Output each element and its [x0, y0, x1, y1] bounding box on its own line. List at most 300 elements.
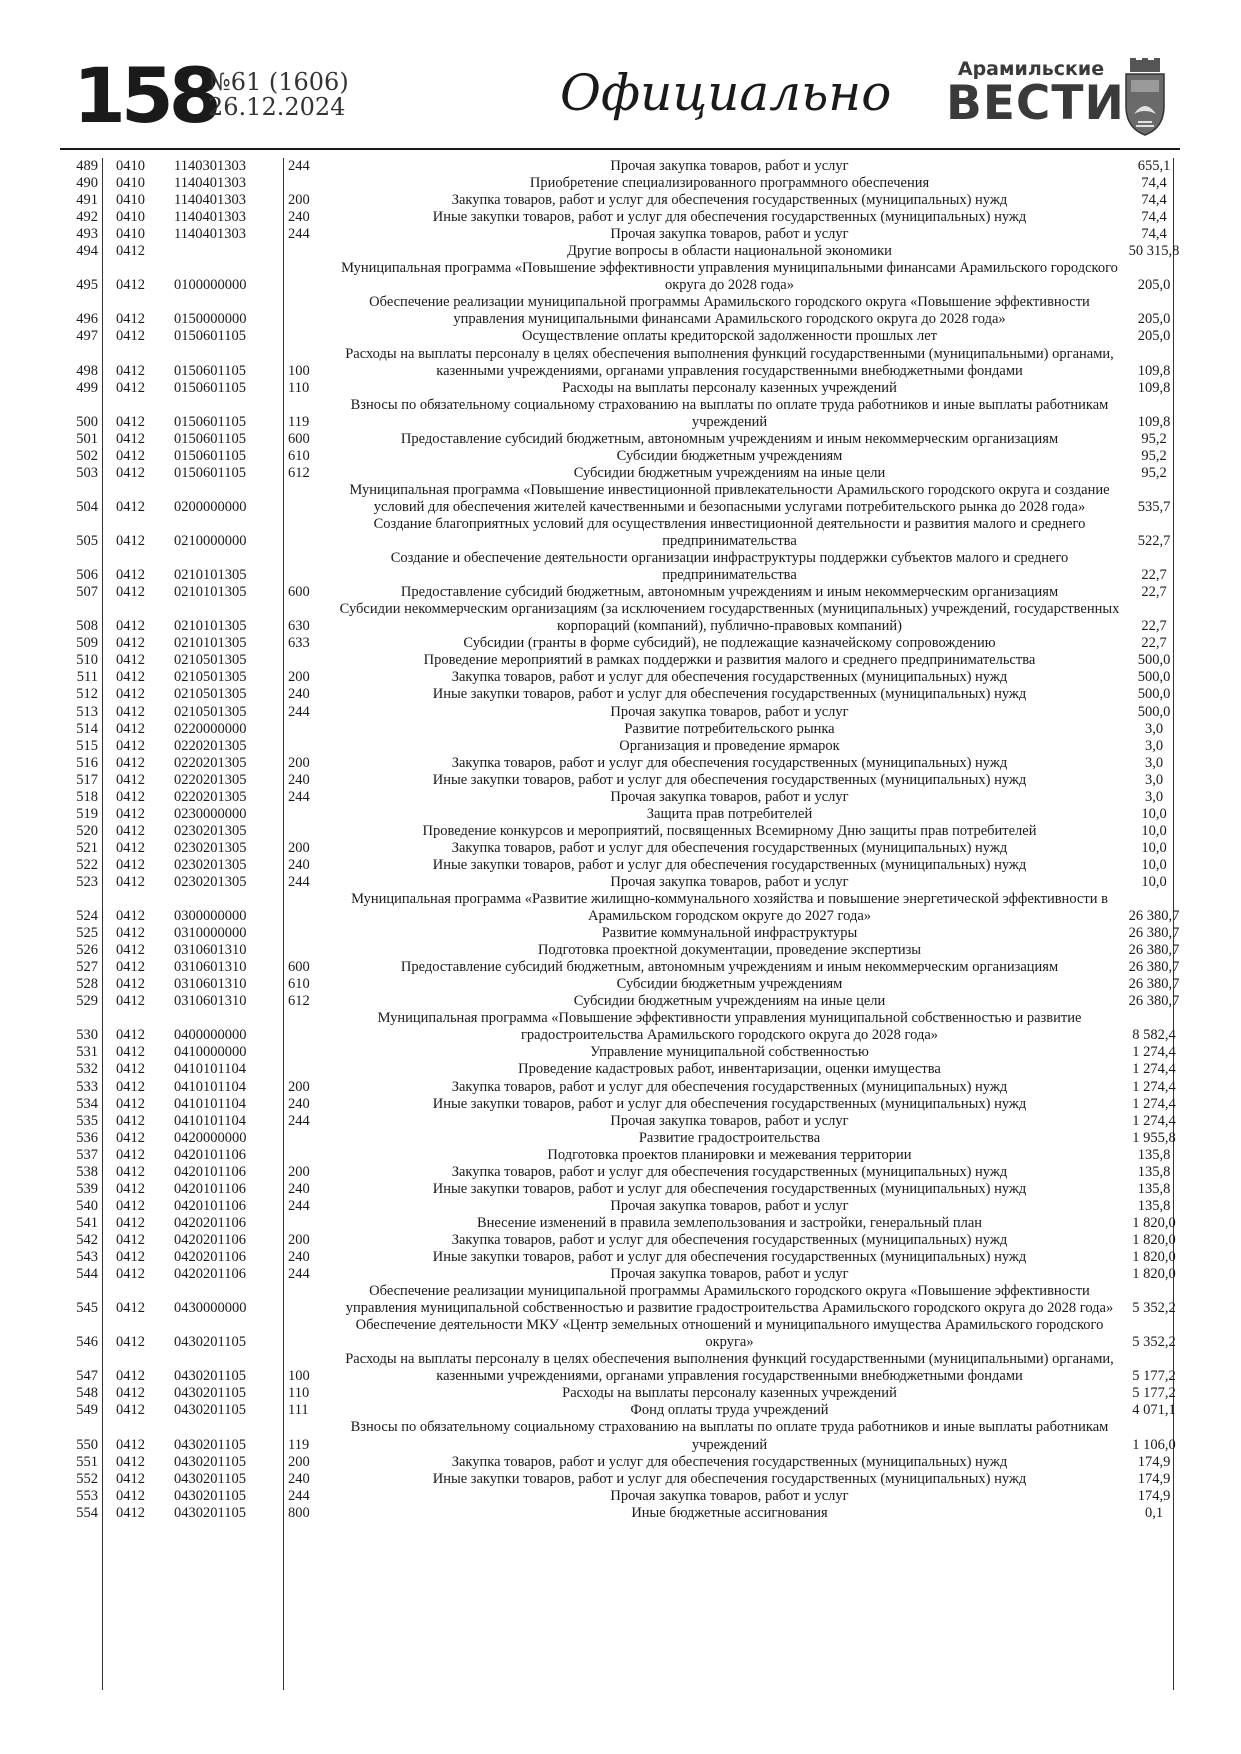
target-article-cell: 1140401303: [174, 226, 246, 243]
description-cell: Субсидии бюджетным учреждениям на иные цели: [573, 993, 886, 1010]
table-row: [60, 669, 1180, 686]
row-number-cell: 514: [76, 720, 98, 737]
target-article-cell: 0430000000: [174, 1300, 247, 1317]
amount-cell: 1 274,4: [1132, 1112, 1176, 1129]
row-number-cell: 498: [76, 362, 98, 379]
table-body: [60, 158, 1180, 1522]
row-number-cell: 517: [76, 771, 98, 788]
section-code-cell: 0412: [116, 873, 145, 890]
amount-cell: 205,0: [1137, 277, 1171, 294]
target-article-cell: 0430201105: [174, 1470, 246, 1487]
amount-cell: 3,0: [1144, 754, 1164, 771]
target-article-cell: 0420101106: [174, 1197, 246, 1214]
amount-cell: 10,0: [1141, 856, 1167, 873]
description-cell: Иные закупки товаров, работ и услуг для обеспечения государственных (муниципальных) нужд: [432, 1470, 1027, 1487]
description-cell: Прочая закупка товаров, работ и услуг: [610, 226, 849, 243]
target-article-cell: 0150601105: [174, 430, 246, 447]
expense-type-cell: 200: [288, 1231, 310, 1248]
table-row: [60, 806, 1180, 823]
section-code-cell: 0412: [116, 1146, 145, 1163]
row-number-cell: 538: [76, 1163, 98, 1180]
description-cell: Субсидии бюджетным учреждениям: [616, 447, 843, 464]
amount-cell: 1 274,4: [1132, 1044, 1176, 1061]
expense-type-cell: 200: [288, 839, 310, 856]
section-code-cell: 0412: [116, 959, 145, 976]
section-code-cell: 0412: [116, 1334, 145, 1351]
target-article-cell: 0230000000: [174, 805, 247, 822]
row-number-cell: 506: [76, 567, 98, 584]
amount-cell: 74,4: [1141, 175, 1167, 192]
expense-type-cell: 610: [288, 976, 310, 993]
target-article-cell: 0410101104: [174, 1095, 246, 1112]
section-code-cell: 0412: [116, 1436, 145, 1453]
section-code-cell: 0412: [116, 669, 145, 686]
table-row: [60, 635, 1180, 652]
table-row: [60, 175, 1180, 192]
row-number-cell: 530: [76, 1027, 98, 1044]
target-article-cell: 0210101305: [174, 567, 247, 584]
table-row: [60, 755, 1180, 772]
target-article-cell: 0150601105: [174, 328, 246, 345]
row-number-cell: 549: [76, 1402, 98, 1419]
table-row: [60, 772, 1180, 789]
target-article-cell: 0310000000: [174, 925, 247, 942]
target-article-cell: 0220201305: [174, 754, 247, 771]
row-number-cell: 500: [76, 413, 98, 430]
table-row: [60, 328, 1180, 345]
amount-cell: 1 820,0: [1132, 1249, 1176, 1265]
row-number-cell: 554: [76, 1504, 98, 1521]
expense-type-cell: 240: [288, 1470, 310, 1487]
table-row: [60, 840, 1180, 857]
expense-type-cell: 240: [288, 1249, 310, 1265]
description-cell: Закупка товаров, работ и услуг для обеспечения государственных (муниципальных) нужд: [451, 1078, 1008, 1095]
amount-cell: 135,8: [1137, 1197, 1171, 1214]
amount-cell: 22,7: [1141, 567, 1167, 584]
amount-cell: 1 820,0: [1132, 1214, 1176, 1231]
section-code-cell: 0412: [116, 1300, 145, 1317]
section-code-cell: 0412: [116, 567, 145, 584]
expense-type-cell: 240: [288, 209, 310, 226]
amount-cell: 74,4: [1141, 226, 1167, 243]
target-article-cell: 0430201105: [174, 1504, 246, 1521]
expense-type-cell: 612: [288, 464, 310, 481]
expense-type-cell: 610: [288, 447, 310, 464]
row-number-cell: 505: [76, 533, 98, 550]
row-number-cell: 548: [76, 1385, 98, 1402]
description-cell: Муниципальная программа «Развитие жилищно-коммунального хозяйства и повышение энергетической эффективности в Арамильском городском округе до 2027 года»: [351, 891, 1108, 925]
expense-type-cell: 240: [288, 686, 310, 703]
table-row: [60, 260, 1180, 294]
target-article-cell: 0430201105: [174, 1436, 246, 1453]
description-cell: Субсидии бюджетным учреждениям на иные цели: [573, 464, 886, 481]
row-number-cell: 509: [76, 635, 98, 652]
section-code-cell: 0412: [116, 737, 145, 754]
section-code-cell: 0412: [116, 1504, 145, 1521]
section-code-cell: 0412: [116, 686, 145, 703]
target-article-cell: 0230201305: [174, 856, 247, 873]
target-article-cell: 1140301303: [174, 158, 246, 174]
table-row: [60, 1351, 1180, 1385]
description-cell: Проведение мероприятий в рамках поддержки и развития малого и среднего предпринимательства: [423, 652, 1036, 669]
table-row: [60, 1385, 1180, 1402]
section-code-cell: 0412: [116, 1214, 145, 1231]
target-article-cell: 0430201105: [174, 1487, 246, 1504]
section-code-cell: 0412: [116, 822, 145, 839]
amount-cell: 500,0: [1137, 686, 1171, 703]
target-article-cell: 0220201305: [174, 771, 247, 788]
amount-cell: 1 955,8: [1132, 1129, 1176, 1146]
row-number-cell: 492: [76, 209, 98, 226]
section-code-cell: 0412: [116, 1487, 145, 1504]
section-code-cell: 0412: [116, 1180, 145, 1197]
target-article-cell: 0410101104: [174, 1112, 246, 1129]
table-row: [60, 1215, 1180, 1232]
expense-type-cell: 244: [288, 226, 310, 243]
table-row: [60, 209, 1180, 226]
table-row: [60, 1317, 1180, 1351]
issue-info: [208, 70, 349, 120]
amount-cell: 655,1: [1137, 158, 1171, 174]
section-code-cell: 0412: [116, 1027, 145, 1044]
section-code-cell: 0412: [116, 464, 145, 481]
description-cell: Взносы по обязательному социальному страхованию на выплаты по оплате труда работников и иные выплаты работникам учреждений: [350, 396, 1109, 430]
row-number-cell: 490: [76, 175, 98, 192]
table-row: [60, 1130, 1180, 1147]
section-code-cell: 0412: [116, 1368, 145, 1385]
description-cell: Субсидии (гранты в форме субсидий), не подлежащие казначейскому сопровождению: [463, 635, 996, 652]
section-code-cell: 0410: [116, 175, 145, 192]
table-row: [60, 959, 1180, 976]
row-number-cell: 540: [76, 1197, 98, 1214]
description-cell: Проведение кадастровых работ, инвентаризации, оценки имущества: [518, 1061, 941, 1078]
section-code-cell: 0412: [116, 925, 145, 942]
target-article-cell: 0410101104: [174, 1061, 246, 1078]
description-cell: Внесение изменений в правила землепользования и застройки, генеральный план: [476, 1214, 983, 1231]
description-cell: Иные закупки товаров, работ и услуг для обеспечения государственных (муниципальных) нужд: [432, 686, 1027, 703]
target-article-cell: 1140401303: [174, 192, 246, 209]
expense-type-cell: 612: [288, 993, 310, 1010]
amount-cell: 1 274,4: [1132, 1061, 1176, 1078]
description-cell: Прочая закупка товаров, работ и услуг: [610, 788, 849, 805]
amount-cell: 500,0: [1137, 703, 1171, 720]
target-article-cell: 1140401303: [174, 175, 246, 192]
amount-cell: 0,1: [1144, 1504, 1164, 1521]
section-code-cell: 0412: [116, 1453, 145, 1470]
target-article-cell: 0210501305: [174, 669, 247, 686]
row-number-cell: 529: [76, 993, 98, 1010]
target-article-cell: 0400000000: [174, 1027, 247, 1044]
table-row: [60, 1471, 1180, 1488]
table-row: [60, 1505, 1180, 1522]
amount-cell: 3,0: [1144, 788, 1164, 805]
description-cell: Прочая закупка товаров, работ и услуг: [610, 873, 849, 890]
header-rule: [60, 148, 1180, 150]
table-row: [60, 1488, 1180, 1505]
row-number-cell: 526: [76, 942, 98, 959]
section-code-cell: 0412: [116, 243, 145, 260]
row-number-cell: 515: [76, 737, 98, 754]
expense-type-cell: 244: [288, 1112, 310, 1129]
description-cell: Иные закупки товаров, работ и услуг для обеспечения государственных (муниципальных) нужд: [432, 856, 1027, 873]
section-title: Официально: [560, 64, 892, 122]
description-cell: Расходы на выплаты персоналу в целях обеспечения выполнения функций государственными (муниципальными) органами, казенными учреждениями, органами управления государственными внебюджетными фондами: [345, 345, 1114, 379]
section-code-cell: 0412: [116, 771, 145, 788]
amount-cell: 5 177,2: [1132, 1368, 1176, 1385]
row-number-cell: 518: [76, 788, 98, 805]
amount-cell: 109,8: [1137, 413, 1171, 430]
amount-cell: 500,0: [1137, 669, 1171, 686]
description-cell: Другие вопросы в области национальной экономики: [567, 243, 892, 260]
newspaper-logo: [946, 58, 1125, 131]
target-article-cell: 0220201305: [174, 788, 247, 805]
section-code-cell: 0412: [116, 805, 145, 822]
target-article-cell: 0310601310: [174, 959, 247, 976]
target-article-cell: 0150601105: [174, 447, 246, 464]
target-article-cell: 0210501305: [174, 652, 247, 669]
table-row: [60, 482, 1180, 516]
amount-cell: 26 380,7: [1128, 908, 1180, 925]
section-code-cell: 0412: [116, 430, 145, 447]
section-code-cell: 0412: [116, 379, 145, 396]
row-number-cell: 495: [76, 277, 98, 294]
description-cell: Подготовка проектной документации, проведение экспертизы: [537, 942, 922, 959]
target-article-cell: 0420201106: [174, 1249, 246, 1265]
row-number-cell: 531: [76, 1044, 98, 1061]
target-article-cell: 0420000000: [174, 1129, 247, 1146]
amount-cell: 1 820,0: [1132, 1266, 1176, 1283]
target-article-cell: 0200000000: [174, 498, 247, 515]
row-number-cell: 541: [76, 1214, 98, 1231]
amount-cell: 109,8: [1137, 379, 1171, 396]
page-number: 158: [73, 51, 217, 140]
target-article-cell: 0420101106: [174, 1163, 246, 1180]
amount-cell: 5 352,2: [1132, 1300, 1176, 1317]
row-number-cell: 511: [76, 669, 98, 686]
table-row: [60, 1454, 1180, 1471]
section-code-cell: 0412: [116, 1129, 145, 1146]
row-number-cell: 521: [76, 839, 98, 856]
section-code-cell: 0410: [116, 192, 145, 209]
target-article-cell: 0150000000: [174, 311, 247, 328]
table-row: [60, 1164, 1180, 1181]
row-number-cell: 534: [76, 1095, 98, 1112]
amount-cell: 205,0: [1137, 311, 1171, 328]
description-cell: Муниципальная программа «Повышение эффективности управления муниципальной собственностью и развитие градостроительства Арамильского городского округа до 2028 года»: [377, 1010, 1082, 1044]
amount-cell: 205,0: [1137, 328, 1171, 345]
expense-type-cell: 240: [288, 1180, 310, 1197]
row-number-cell: 519: [76, 805, 98, 822]
row-number-cell: 502: [76, 447, 98, 464]
amount-cell: 1 106,0: [1132, 1436, 1176, 1453]
target-article-cell: 0220000000: [174, 720, 247, 737]
row-number-cell: 516: [76, 754, 98, 771]
section-code-cell: 0412: [116, 1044, 145, 1061]
description-cell: Предоставление субсидий бюджетным, автономным учреждениям и иным некоммерческим организациям: [400, 584, 1059, 601]
row-number-cell: 491: [76, 192, 98, 209]
row-number-cell: 523: [76, 873, 98, 890]
description-cell: Иные закупки товаров, работ и услуг для обеспечения государственных (муниципальных) нужд: [432, 1249, 1027, 1265]
table-row: [60, 243, 1180, 260]
table-row: [60, 1113, 1180, 1130]
table-row: [60, 1266, 1180, 1283]
target-article-cell: 0210101305: [174, 635, 247, 652]
description-cell: Субсидии некоммерческим организациям (за исключением государственных (муниципальных) учреждений, государственных корпораций (компаний), публично-правовых компаний): [339, 601, 1120, 635]
amount-cell: 10,0: [1141, 873, 1167, 890]
row-number-cell: 527: [76, 959, 98, 976]
description-cell: Проведение конкурсов и мероприятий, посвященных Всемирному Дню защиты прав потребителей: [422, 822, 1037, 839]
description-cell: Закупка товаров, работ и услуг для обеспечения государственных (муниципальных) нужд: [451, 669, 1008, 686]
section-code-cell: 0412: [116, 328, 145, 345]
amount-cell: 10,0: [1141, 822, 1167, 839]
expense-type-cell: 200: [288, 669, 310, 686]
table-row: [60, 874, 1180, 891]
expense-type-cell: 100: [288, 362, 310, 379]
target-article-cell: 0430201105: [174, 1334, 246, 1351]
amount-cell: 535,7: [1137, 498, 1171, 515]
table-row: [60, 993, 1180, 1010]
description-cell: Развитие потребительского рынка: [624, 720, 835, 737]
description-cell: Закупка товаров, работ и услуг для обеспечения государственных (муниципальных) нужд: [451, 1453, 1008, 1470]
amount-cell: 109,8: [1137, 362, 1171, 379]
amount-cell: 8 582,4: [1132, 1027, 1176, 1044]
table-row: [60, 823, 1180, 840]
amount-cell: 95,2: [1141, 464, 1167, 481]
expense-type-cell: 244: [288, 158, 310, 174]
expense-type-cell: 119: [288, 413, 310, 430]
table-row: [60, 192, 1180, 209]
amount-cell: 5 352,2: [1132, 1334, 1176, 1351]
section-code-cell: 0412: [116, 856, 145, 873]
target-article-cell: 0150601105: [174, 464, 246, 481]
logo-bottom-text: ВЕСТИ: [946, 76, 1125, 131]
description-cell: Предоставление субсидий бюджетным, автономным учреждениям и иным некоммерческим организациям: [400, 959, 1059, 976]
table-row: [60, 1010, 1180, 1044]
target-article-cell: 0420201106: [174, 1231, 246, 1248]
description-cell: Закупка товаров, работ и услуг для обеспечения государственных (муниципальных) нужд: [451, 754, 1008, 771]
description-cell: Прочая закупка товаров, работ и услуг: [610, 703, 849, 720]
target-article-cell: 0230201305: [174, 873, 247, 890]
table-row: [60, 925, 1180, 942]
target-article-cell: 1140401303: [174, 209, 246, 226]
target-article-cell: 0430201105: [174, 1402, 246, 1419]
description-cell: Обеспечение реализации муниципальной программы Арамильского городского округа «Повышение эффективности управления муниципальными финансами Арамильского городского округа до 2028 года»: [369, 294, 1090, 328]
description-cell: Защита прав потребителей: [646, 805, 813, 822]
description-cell: Иные закупки товаров, работ и услуг для обеспечения государственных (муниципальных) нужд: [432, 1095, 1027, 1112]
budget-table: [60, 158, 1180, 1698]
amount-cell: 22,7: [1141, 618, 1167, 635]
table-row: [60, 397, 1180, 431]
expense-type-cell: 244: [288, 1197, 310, 1214]
expense-type-cell: 800: [288, 1504, 310, 1521]
target-article-cell: 0210101305: [174, 618, 247, 635]
description-cell: Закупка товаров, работ и услуг для обеспечения государственных (муниципальных) нужд: [451, 192, 1008, 209]
section-code-cell: 0412: [116, 1112, 145, 1129]
description-cell: Субсидии бюджетным учреждениям: [616, 976, 843, 993]
description-cell: Фонд оплаты труда учреждений: [630, 1402, 829, 1419]
expense-type-cell: 200: [288, 1163, 310, 1180]
row-number-cell: 552: [76, 1470, 98, 1487]
table-row: [60, 431, 1180, 448]
description-cell: Предоставление субсидий бюджетным, автономным учреждениям и иным некоммерческим организациям: [400, 430, 1059, 447]
section-code-cell: 0412: [116, 1402, 145, 1419]
description-cell: Обеспечение реализации муниципальной программы Арамильского городского округа «Повышение эффективности управления муниципальной собственностью и развитие градостроительства Арамильского городского округа до 2028 года»: [345, 1283, 1114, 1317]
row-number-cell: 512: [76, 686, 98, 703]
table-row: [60, 789, 1180, 806]
table-row: [60, 1283, 1180, 1317]
table-row: [60, 1044, 1180, 1061]
description-cell: Муниципальная программа «Повышение эффективности управления муниципальными финансами Арамильского городского округа до 2028 года»: [341, 260, 1118, 294]
section-code-cell: 0412: [116, 652, 145, 669]
amount-cell: 10,0: [1141, 805, 1167, 822]
description-cell: Управление муниципальной собственностью: [590, 1044, 869, 1061]
expense-type-cell: 244: [288, 703, 310, 720]
section-code-cell: 0412: [116, 533, 145, 550]
description-cell: Развитие коммунальной инфраструктуры: [601, 925, 858, 942]
description-cell: Прочая закупка товаров, работ и услуг: [610, 1197, 849, 1214]
table-row: [60, 942, 1180, 959]
amount-cell: 500,0: [1137, 652, 1171, 669]
section-code-cell: 0412: [116, 1061, 145, 1078]
row-number-cell: 489: [76, 158, 98, 174]
row-number-cell: 493: [76, 226, 98, 243]
row-number-cell: 504: [76, 498, 98, 515]
description-cell: Закупка товаров, работ и услуг для обеспечения государственных (муниципальных) нужд: [451, 1231, 1008, 1248]
target-article-cell: 0150601105: [174, 379, 246, 396]
description-cell: Развитие градостроительства: [638, 1129, 821, 1146]
section-code-cell: 0412: [116, 908, 145, 925]
table-row: [60, 1232, 1180, 1249]
expense-type-cell: 240: [288, 856, 310, 873]
amount-cell: 74,4: [1141, 209, 1167, 226]
target-article-cell: 0150601105: [174, 362, 246, 379]
target-article-cell: 0150601105: [174, 413, 246, 430]
target-article-cell: 0410000000: [174, 1044, 247, 1061]
amount-cell: 135,8: [1137, 1163, 1171, 1180]
table-row: [60, 857, 1180, 874]
target-article-cell: 0310601310: [174, 976, 247, 993]
target-article-cell: 0430201105: [174, 1368, 246, 1385]
section-code-cell: 0410: [116, 158, 145, 174]
description-cell: Прочая закупка товаров, работ и услуг: [610, 1487, 849, 1504]
section-code-cell: 0412: [116, 1231, 145, 1248]
target-article-cell: 0210000000: [174, 533, 247, 550]
row-number-cell: 553: [76, 1487, 98, 1504]
row-number-cell: 513: [76, 703, 98, 720]
target-article-cell: 0310601310: [174, 942, 247, 959]
section-code-cell: 0412: [116, 1249, 145, 1265]
description-cell: Расходы на выплаты персоналу казенных учреждений: [562, 379, 897, 396]
amount-cell: 1 274,4: [1132, 1078, 1176, 1095]
amount-cell: 95,2: [1141, 430, 1167, 447]
amount-cell: 22,7: [1141, 584, 1167, 601]
row-number-cell: 533: [76, 1078, 98, 1095]
expense-type-cell: 119: [288, 1436, 310, 1453]
target-article-cell: 0420201106: [174, 1266, 246, 1283]
row-number-cell: 524: [76, 908, 98, 925]
table-row: [60, 346, 1180, 380]
description-cell: Муниципальная программа «Повышение инвестиционной привлекательности Арамильского городского округа и создание условий для обеспечения жителей качественными и безопасными услугами потребительского рынка до 2028 года»: [349, 481, 1110, 515]
description-cell: Осуществление оплаты кредиторской задолженности прошлых лет: [522, 328, 937, 345]
row-number-cell: 510: [76, 652, 98, 669]
section-code-cell: 0412: [116, 993, 145, 1010]
table-row: [60, 1402, 1180, 1419]
row-number-cell: 535: [76, 1112, 98, 1129]
description-cell: Закупка товаров, работ и услуг для обеспечения государственных (муниципальных) нужд: [451, 1163, 1008, 1180]
section-code-cell: 0412: [116, 584, 145, 601]
target-article-cell: 0100000000: [174, 277, 247, 294]
section-code-cell: 0412: [116, 703, 145, 720]
